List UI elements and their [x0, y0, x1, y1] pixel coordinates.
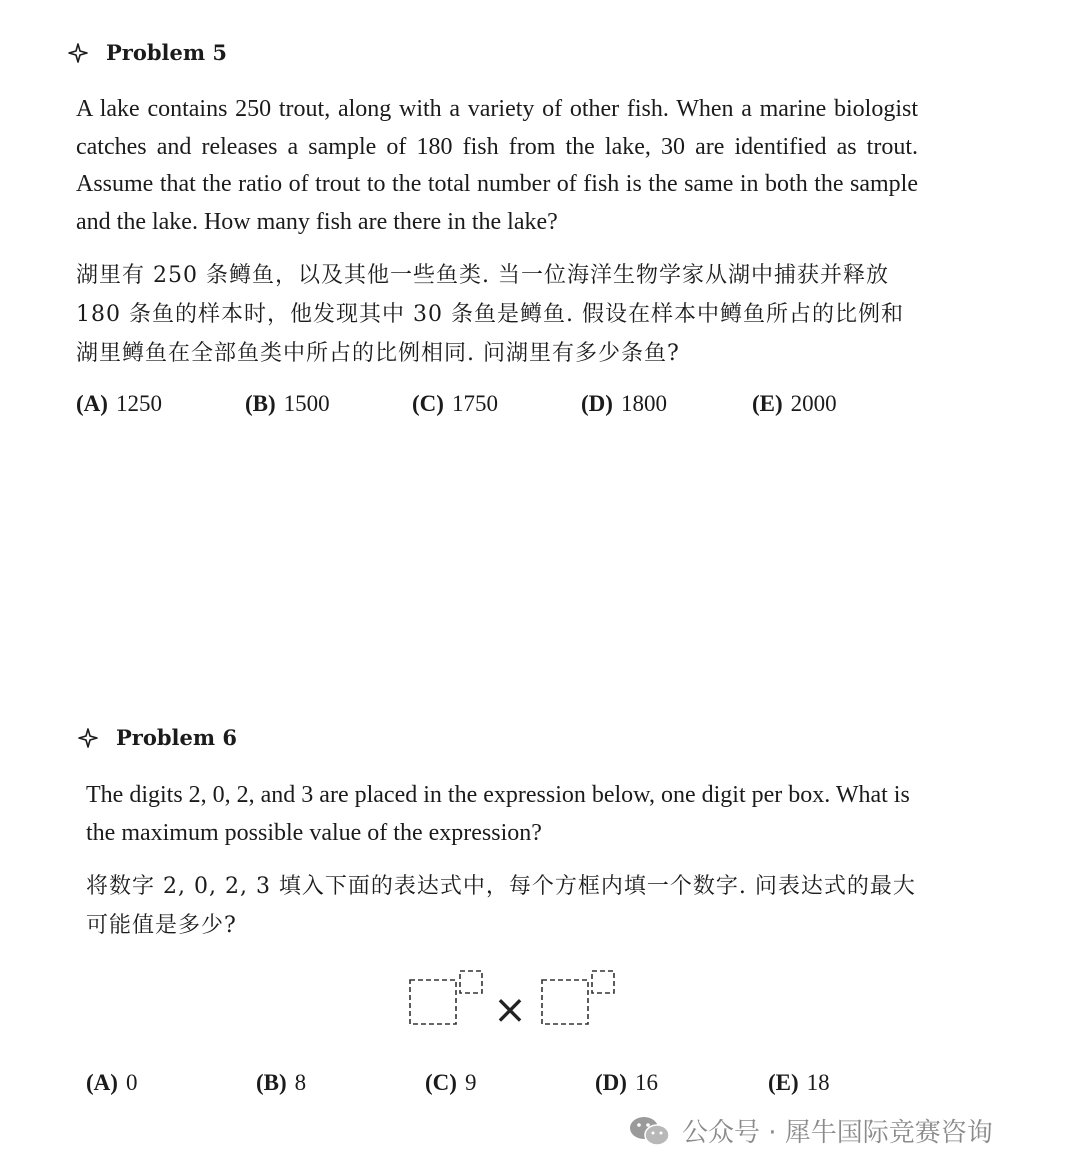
sparkle-icon [78, 728, 98, 748]
base-box-1 [410, 980, 456, 1024]
expression-diagram [400, 965, 630, 1035]
base-box-2 [542, 980, 588, 1024]
problem-6-title: Problem 6 [116, 725, 238, 750]
problem-5-title: Problem 5 [106, 40, 228, 65]
problem-5-text-zh: 湖里有 250 条鳟鱼，以及其他一些鱼类. 当一位海洋生物学家从湖中捕获并释放 180 条鱼的样本时，他发现其中 30 条鱼是鳟鱼. 假设在样本中鳟鱼所占的比例和湖里鳟鱼在全部鱼类中所占的比例相同. 问湖里有多少条鱼? [76, 263, 904, 366]
wechat-icon [628, 1114, 672, 1148]
sparkle-icon [68, 43, 88, 63]
choice-e: (E) 2000 [752, 391, 837, 416]
problem-6-text-en: The digits 2, 0, 2, and 3 are placed in the expression below, one digit per box. What is the maximum possible value of the expression? [86, 782, 910, 846]
choice-b: (B) 8 [256, 1070, 307, 1095]
problem-5-text-en: A lake contains 250 trout, along with a variety of other fish. When a marine biologist catches and releases a sample of 180 fish from the lake, 30 are identified as trout. Assume that the ratio of trout to the total number of fish is the same in both the sample and the lake. How many fish are there in the lake? [76, 96, 918, 235]
choice-e: (E) 18 [768, 1070, 830, 1095]
choice-a: (A) 1250 [76, 391, 162, 416]
problem-6-header [78, 725, 237, 750]
times-operator: × [493, 987, 527, 1033]
choice-c: (C) 1750 [412, 391, 498, 416]
choice-d: (D) 1800 [581, 391, 667, 416]
watermark [628, 1112, 993, 1149]
watermark-text: 公众号 · 犀牛国际竞赛咨询 [682, 1118, 993, 1148]
choice-c: (C) 9 [425, 1070, 477, 1095]
exponent-box-1 [460, 971, 482, 993]
problem-6-text-zh: 将数字 2, 0, 2, 3 填入下面的表达式中，每个方框内填一个数字. 问表达式的最大可能值是多少? [86, 874, 916, 938]
choice-d: (D) 16 [595, 1070, 658, 1095]
problem-5-header [68, 40, 227, 65]
exponent-box-2 [592, 971, 614, 993]
choice-a: (A) 0 [86, 1070, 138, 1095]
choice-b: (B) 1500 [245, 391, 330, 416]
